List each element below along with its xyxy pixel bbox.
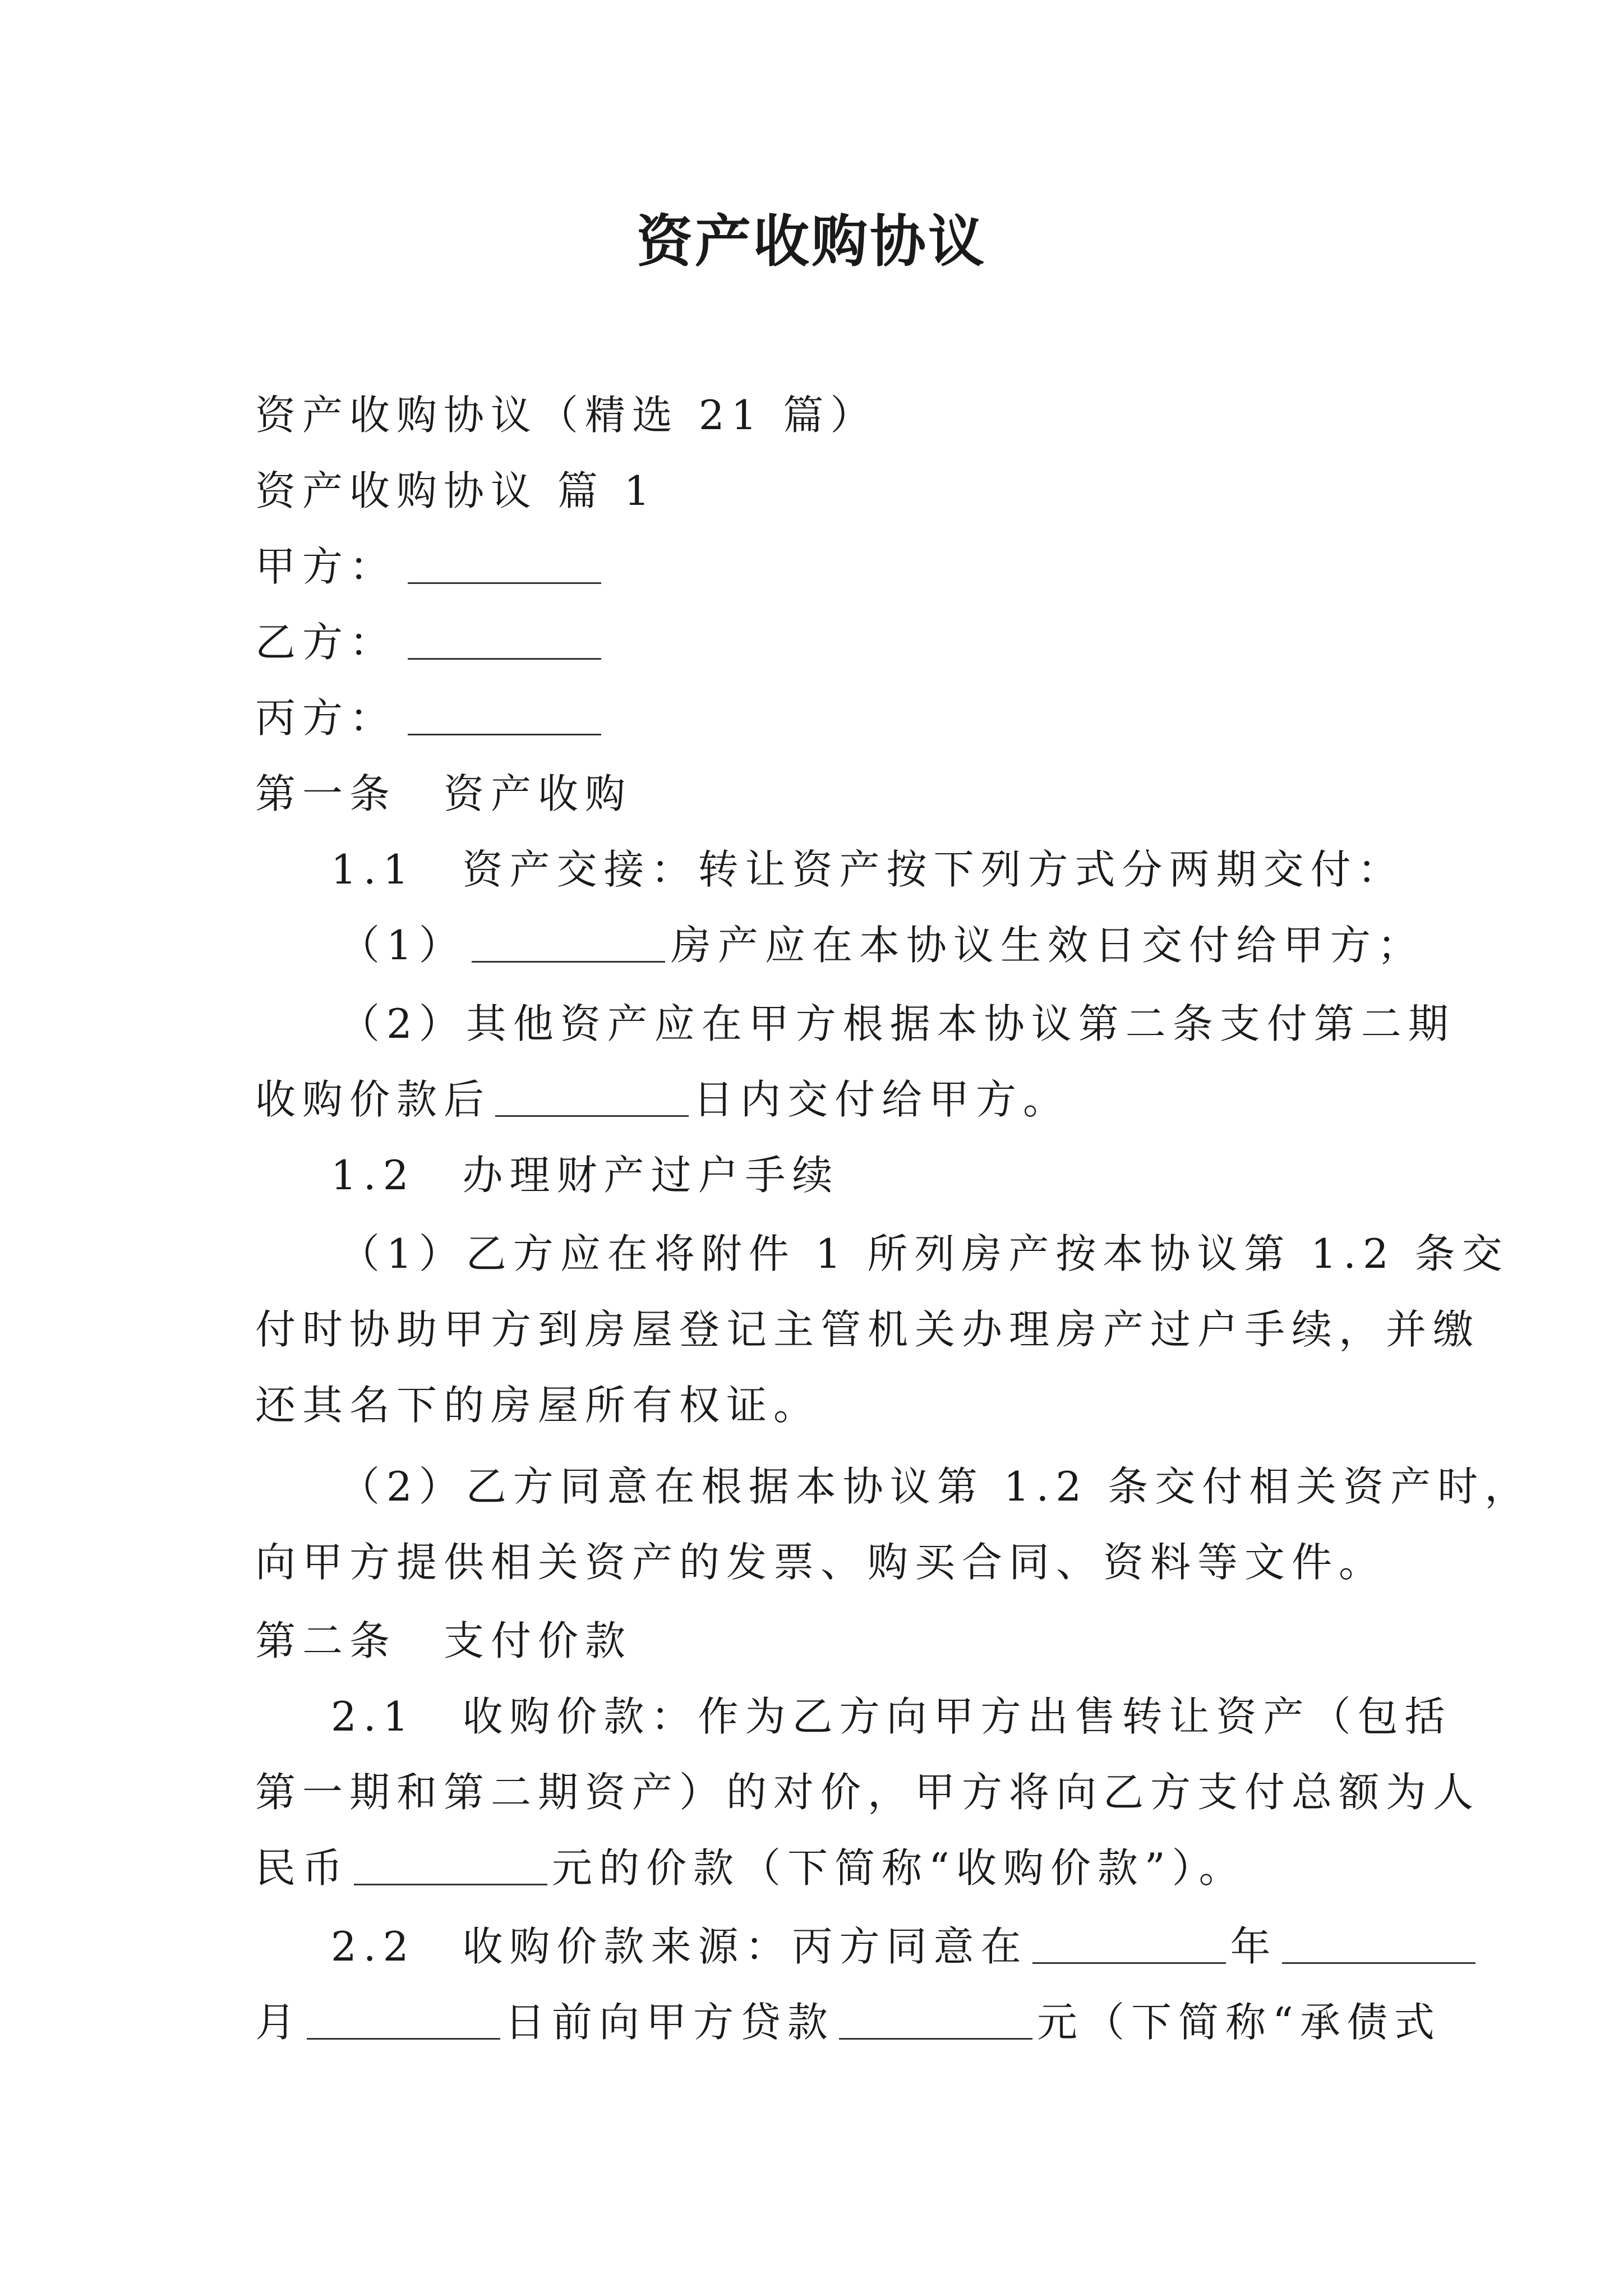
party-b-line [255,614,1377,670]
document-title: 资产收购协议 [637,208,986,274]
amount-blank [354,1872,547,1885]
section-2-2-line-2 [255,1994,1441,2050]
section-2-1-line-2: 第一期和第二期资产）的对价，甲方将向乙方支付总额为人 [255,1769,1481,1816]
day-blank [307,2027,500,2040]
subtitle: 资产收购协议（精选 21 篇） [255,392,878,439]
line-text: 民币 [255,1844,350,1892]
party-b-blank [408,647,601,660]
line-text: 日内交付给甲方。 [693,1076,1071,1123]
section-1-1-item-1 [339,917,1461,973]
party-a-blank [408,571,601,584]
party-c-label: 丙方： [255,694,397,742]
line-text: 元（下简称“承债式 [1037,1999,1441,2046]
section-1-2-item-2-line-1: （2）乙方同意在根据本协议第 1.2 条交付相关资产时， [339,1463,1532,1510]
party-c-blank [408,723,601,735]
line-text: 元的价款（下简称“收购价款”）。 [552,1844,1246,1892]
year-blank [1032,1951,1226,1964]
section-1-1-item-2-line-1: （2）其他资产应在甲方根据本协议第二条支付第二期 [339,1000,1455,1047]
loan-amount-blank [839,2027,1032,2040]
section-1-1: 1.1 资产交接：转让资产按下列方式分两期交付： [331,846,1405,893]
days-blank [495,1104,689,1117]
line-text: 收购价款后 [255,1076,491,1123]
line-text: 月 [255,1999,303,2046]
item-text: 房产应在本协议生效日交付给甲方； [670,922,1424,969]
month-blank-start [1282,1951,1476,1964]
section-1-2-item-2-line-2: 向甲方提供相关资产的发票、购买合同、资料等文件。 [255,1539,1386,1586]
section-2-2-line-1 [331,1918,1453,1975]
article-1-heading: 第一条 资产收购 [255,770,633,817]
section-2-1-line-3 [255,1840,1377,1896]
section-1-2-item-1-line-1: （1）乙方应在将附件 1 所列房产按本协议第 1.2 条交 [339,1230,1509,1277]
property-blank [472,950,665,963]
section-1-2-item-1-line-3: 还其名下的房屋所有权证。 [255,1382,821,1429]
section-1-2: 1.2 办理财产过户手续 [331,1152,840,1199]
section-2-1-line-1: 2.1 收购价款：作为乙方向甲方出售转让资产（包括 [331,1693,1452,1740]
party-c-line [255,690,1377,746]
party-a-line [255,539,1377,595]
section-1-1-item-2-line-2 [255,1071,1377,1128]
line-text: 2.2 收购价款来源：丙方同意在 [331,1923,1028,1970]
section-1-2-item-1-line-2: 付时协助甲方到房屋登记主管机关办理房产过户手续，并缴 [255,1306,1481,1353]
item-number: （1） [339,922,466,969]
party-b-label: 乙方： [255,619,397,666]
article-2-heading: 第二条 支付价款 [255,1617,633,1664]
line-text: 日前向甲方贷款 [505,1999,835,2046]
party-a-label: 甲方： [255,543,397,590]
chapter-heading: 资产收购协议 篇 1 [255,467,657,514]
line-text: 年 [1230,1923,1278,1970]
